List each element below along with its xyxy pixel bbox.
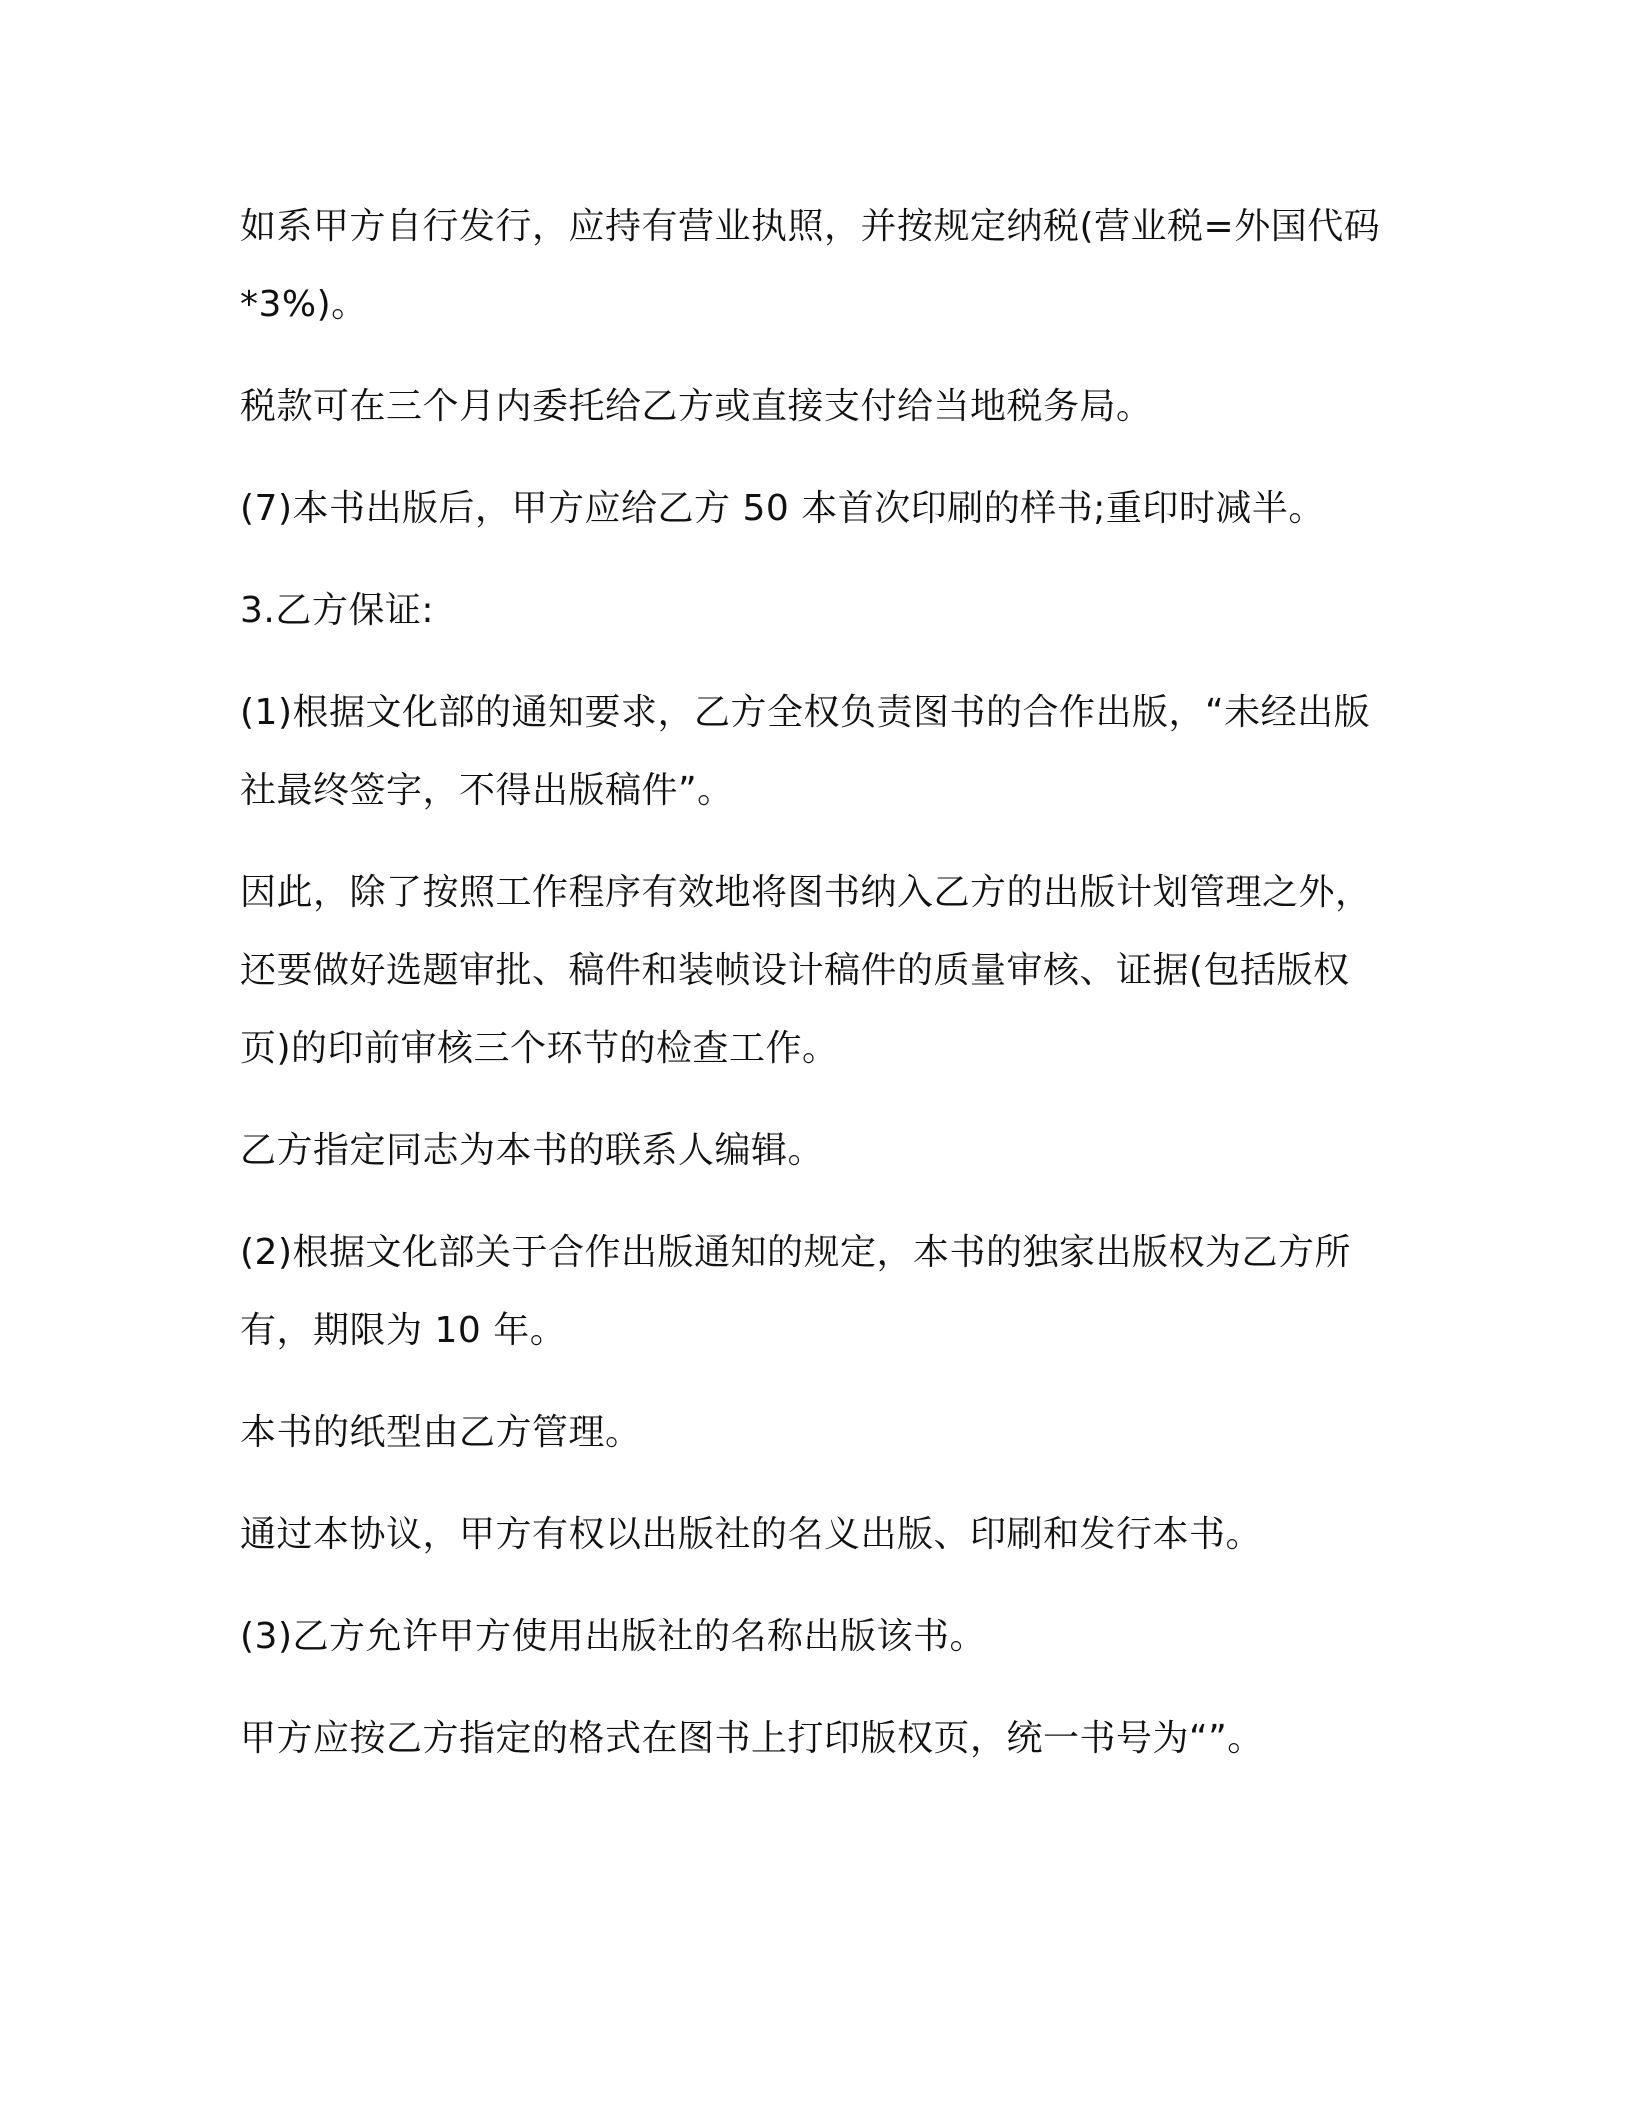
paragraph-contact-editor: 乙方指定同志为本书的联系人编辑。 — [240, 1130, 825, 1171]
document-body — [240, 188, 1390, 1802]
paragraph-self-distribution-tax: 如系甲方自行发行，应持有营业执照，并按规定纳税(营业税=外国代码*3%)。 — [240, 206, 1381, 325]
paragraph-sample-copies: (7)本书出版后，甲方应给乙方 50 本首次印刷的样书;重印时减半。 — [240, 488, 1325, 529]
paragraph-publishing-rights: 通过本协议，甲方有权以出版社的名义出版、印刷和发行本书。 — [240, 1514, 1263, 1555]
paragraph-copyright-page: 甲方应按乙方指定的格式在图书上打印版权页，统一书号为“”。 — [240, 1718, 1264, 1759]
paragraph-clause-2: (2)根据文化部关于合作出版通知的规定，本书的独家出版权为乙方所有，期限为 10 年。 — [240, 1232, 1351, 1351]
paragraph-clause-3: (3)乙方允许甲方使用出版社的名称出版该书。 — [240, 1616, 986, 1657]
paragraph-review-process: 因此，除了按照工作程序有效地将图书纳入乙方的出版计划管理之外，还要做好选题审批、稿件和装帧设计稿件的质量审核、证据(包括版权页)的印前审核三个环节的检查工作。 — [240, 872, 1372, 1069]
paragraph-tax-payment: 税款可在三个月内委托给乙方或直接支付给当地税务局。 — [240, 386, 1153, 427]
paragraph-paper-type: 本书的纸型由乙方管理。 — [240, 1412, 642, 1453]
paragraph-clause-1: (1)根据文化部的通知要求，乙方全权负责图书的合作出版，“未经出版社最终签字，不得出版稿件”。 — [240, 692, 1371, 811]
section-heading-party-b-guarantee: 3.乙方保证: — [240, 590, 434, 631]
